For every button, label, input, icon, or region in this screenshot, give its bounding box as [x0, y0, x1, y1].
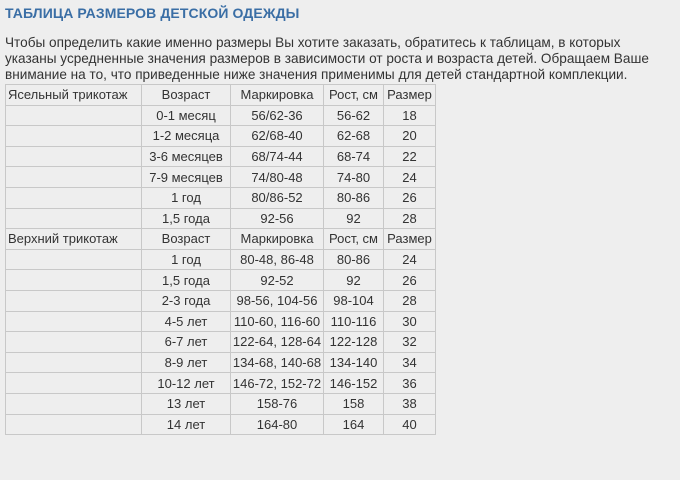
- table-row: [6, 167, 436, 188]
- cell-height: 164: [324, 414, 384, 435]
- cell-size: 18: [384, 105, 436, 126]
- cell-category: [6, 270, 142, 291]
- cell-age: 2-3 года: [142, 290, 231, 311]
- cell-age: 14 лет: [142, 414, 231, 435]
- cell-height: 134-140: [324, 352, 384, 373]
- cell-marking: 158-76: [231, 393, 324, 414]
- cell-height: 158: [324, 393, 384, 414]
- table-row: [6, 373, 436, 394]
- cell-size: 22: [384, 146, 436, 167]
- cell-marking: 98-56, 104-56: [231, 290, 324, 311]
- table-row: [6, 393, 436, 414]
- cell-size: 24: [384, 167, 436, 188]
- cell-marking: 122-64, 128-64: [231, 332, 324, 353]
- cell-size: 34: [384, 352, 436, 373]
- cell-height: 68-74: [324, 146, 384, 167]
- cell-size: 28: [384, 208, 436, 229]
- cell-age: 3-6 месяцев: [142, 146, 231, 167]
- table-row: [6, 352, 436, 373]
- cell-age: 7-9 месяцев: [142, 167, 231, 188]
- cell-category: [6, 393, 142, 414]
- cell-marking: 80-48, 86-48: [231, 249, 324, 270]
- table-row: [6, 105, 436, 126]
- cell-category: [6, 249, 142, 270]
- cell-category: [6, 373, 142, 394]
- table-row: [6, 332, 436, 353]
- cell-age: 6-7 лет: [142, 332, 231, 353]
- cell-marking: 62/68-40: [231, 126, 324, 147]
- cell-height: 92: [324, 270, 384, 291]
- cell-marking: 74/80-48: [231, 167, 324, 188]
- cell-age: 13 лет: [142, 393, 231, 414]
- cell-marking: 92-52: [231, 270, 324, 291]
- cell-marking: 92-56: [231, 208, 324, 229]
- page-title: ТАБЛИЦА РАЗМЕРОВ ДЕТСКОЙ ОДЕЖДЫ: [5, 5, 300, 21]
- cell-size: 20: [384, 126, 436, 147]
- cell-category: [6, 105, 142, 126]
- cell-height: 74-80: [324, 167, 384, 188]
- cell-category: [6, 290, 142, 311]
- section-header-row: [6, 229, 436, 250]
- table-row: [6, 270, 436, 291]
- cell-age: 1,5 года: [142, 208, 231, 229]
- table-row: [6, 290, 436, 311]
- cell-age: 1,5 года: [142, 270, 231, 291]
- cell-category: [6, 126, 142, 147]
- cell-category: [6, 414, 142, 435]
- cell-height: 80-86: [324, 249, 384, 270]
- cell-marking: 134-68, 140-68: [231, 352, 324, 373]
- cell-size: 32: [384, 332, 436, 353]
- cell-marking: 110-60, 116-60: [231, 311, 324, 332]
- table-row: [6, 126, 436, 147]
- cell-age: 1 год: [142, 249, 231, 270]
- cell-age: 1 год: [142, 187, 231, 208]
- cell-age: 1-2 месяца: [142, 126, 231, 147]
- cell-height: 146-152: [324, 373, 384, 394]
- header-cell-marking: Маркировка: [231, 229, 324, 250]
- table-row: [6, 311, 436, 332]
- table-row: [6, 414, 436, 435]
- cell-marking: 146-72, 152-72: [231, 373, 324, 394]
- cell-height: 62-68: [324, 126, 384, 147]
- table-row: [6, 249, 436, 270]
- cell-age: 8-9 лет: [142, 352, 231, 373]
- cell-size: 36: [384, 373, 436, 394]
- cell-category: [6, 208, 142, 229]
- cell-marking: 80/86-52: [231, 187, 324, 208]
- table-row: [6, 208, 436, 229]
- header-cell-height: Рост, см: [324, 229, 384, 250]
- cell-category: [6, 332, 142, 353]
- header-cell-marking: Маркировка: [231, 85, 324, 106]
- cell-size: 24: [384, 249, 436, 270]
- cell-height: 110-116: [324, 311, 384, 332]
- cell-height: 80-86: [324, 187, 384, 208]
- cell-marking: 164-80: [231, 414, 324, 435]
- size-table-body: [6, 85, 436, 435]
- header-cell-size: Размер: [384, 229, 436, 250]
- cell-size: 38: [384, 393, 436, 414]
- header-cell-age: Возраст: [142, 85, 231, 106]
- size-table: [5, 84, 436, 435]
- cell-size: 26: [384, 270, 436, 291]
- cell-marking: 56/62-36: [231, 105, 324, 126]
- header-cell-age: Возраст: [142, 229, 231, 250]
- cell-height: 98-104: [324, 290, 384, 311]
- header-cell-category: Ясельный трикотаж: [6, 85, 142, 106]
- cell-category: [6, 187, 142, 208]
- intro-text: Чтобы определить какие именно размеры Вы хотите заказать, обратитесь к таблицам, в которых указаны усредненные значения размеров в зависимости от роста и возраста детей. Обращаем Ваше внимание на то, что приведенные ниже значения применимы для детей стандартной комплекции.: [5, 35, 649, 82]
- cell-category: [6, 146, 142, 167]
- cell-height: 122-128: [324, 332, 384, 353]
- cell-size: 28: [384, 290, 436, 311]
- cell-category: [6, 352, 142, 373]
- cell-age: 4-5 лет: [142, 311, 231, 332]
- cell-size: 40: [384, 414, 436, 435]
- cell-category: [6, 311, 142, 332]
- cell-marking: 68/74-44: [231, 146, 324, 167]
- table-row: [6, 146, 436, 167]
- cell-age: 10-12 лет: [142, 373, 231, 394]
- table-row: [6, 187, 436, 208]
- cell-age: 0-1 месяц: [142, 105, 231, 126]
- header-cell-size: Размер: [384, 85, 436, 106]
- cell-size: 26: [384, 187, 436, 208]
- cell-category: [6, 167, 142, 188]
- cell-height: 92: [324, 208, 384, 229]
- cell-size: 30: [384, 311, 436, 332]
- cell-height: 56-62: [324, 105, 384, 126]
- header-cell-category: Верхний трикотаж: [6, 229, 142, 250]
- header-cell-height: Рост, см: [324, 85, 384, 106]
- section-header-row: [6, 85, 436, 106]
